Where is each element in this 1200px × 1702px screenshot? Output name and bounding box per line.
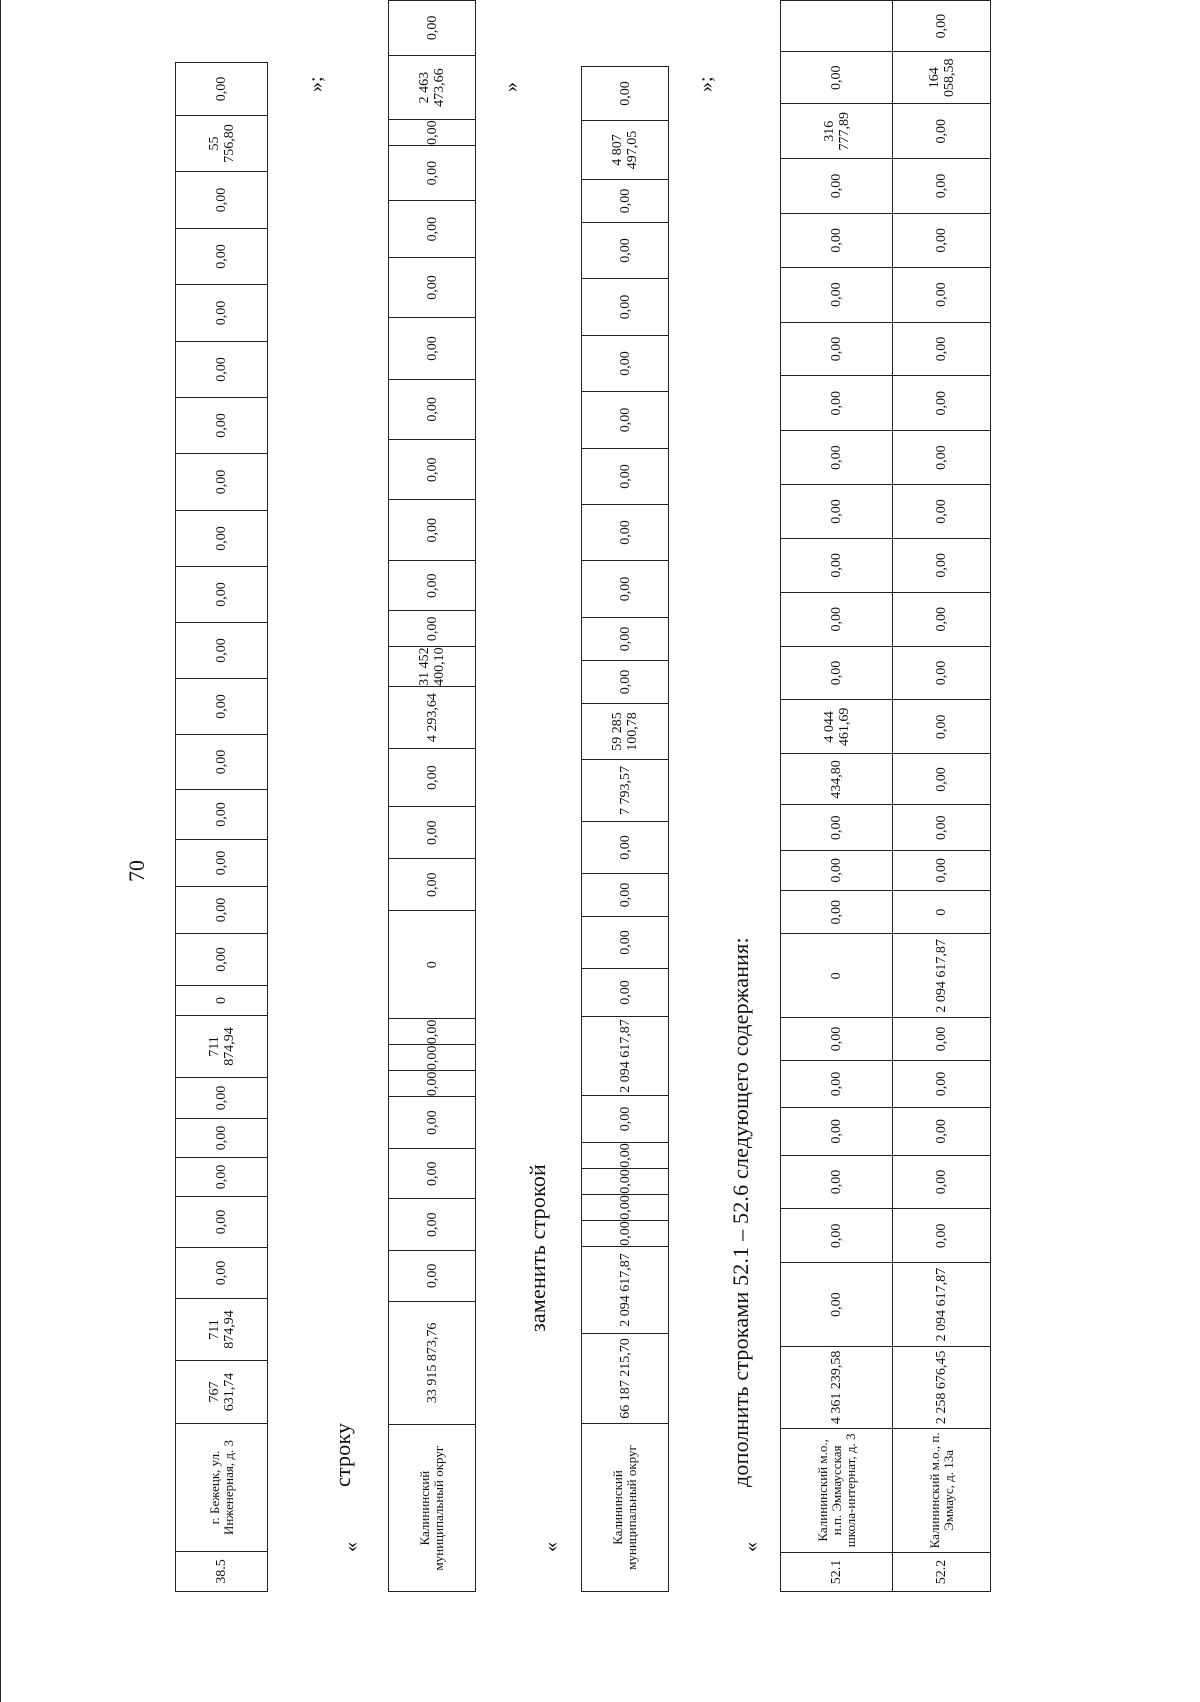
value-cell: 2 094 617,87 [893,1263,991,1347]
value-cell: 0,00 [893,805,991,850]
value-cell: 0,00 [582,336,669,392]
value-cell: 0,00 [893,1108,991,1155]
value-cell: 0,00 [781,1060,893,1107]
value-cell: 0,00 [781,850,893,890]
value-cell: 0,00 [893,1018,991,1061]
table-row [176,63,268,1592]
value-cell [781,1,893,52]
value-cell: 4 044 461,69 [781,700,893,754]
value-cell: 0,00 [781,431,893,485]
value-cell: 0,00 [176,1078,268,1119]
table-row [893,1,991,1592]
value-cell: 0,00 [582,661,669,704]
caption-dopolnit: дополнить строками 52.1 – 52.6 следующего содержания: [728,937,753,1487]
value-cell: 31 452 400,10 [389,647,476,687]
value-cell: 0,00 [389,560,476,611]
value-cell: 0,00 [582,1169,669,1195]
table-row-kalininsky-new [581,66,669,1592]
value-cell: 0,00 [893,850,991,890]
value-cell: 0,00 [893,322,991,376]
value-cell: 0,00 [176,454,268,511]
value-cell: 0,00 [389,500,476,560]
value-cell: 0,00 [176,398,268,454]
value-cell: 4 807 497,05 [582,121,669,180]
value-cell: 2 094 617,87 [582,1247,669,1334]
value-cell: 0,00 [389,318,476,379]
value-cell: 0,00 [582,67,669,121]
value-cell: 0,00 [582,1221,669,1247]
value-cell: 0,00 [389,1251,476,1302]
value-cell: 0,00 [176,511,268,567]
value-cell: 0 [893,890,991,934]
value-cell: 0,00 [893,159,991,214]
value-cell: 0,00 [582,392,669,449]
value-cell: 0,00 [176,63,268,116]
value-cell: 0,00 [781,52,893,104]
value-cell: 0,00 [176,735,268,790]
value-cell: 0,00 [781,1018,893,1061]
value-cell: 0,00 [893,538,991,592]
value-cell: 0,00 [389,1,476,56]
value-cell: 0,00 [389,749,476,806]
value-cell: 0,00 [582,618,669,661]
value-cell: 0,00 [893,376,991,431]
value-cell: 0,00 [582,822,669,874]
value-cell: 0,00 [582,917,669,969]
value-cell: 0,00 [389,440,476,500]
row-number-cell: 52.2 [893,1553,991,1592]
value-cell: 2 094 617,87 [893,934,991,1018]
value-cell: 0,00 [389,120,476,146]
value-cell: 0,00 [176,934,268,986]
table-row-38-5 [175,62,268,1592]
value-cell: 0,00 [582,505,669,561]
value-cell: 0,00 [893,1155,991,1209]
value-cell: 0,00 [582,180,669,223]
value-cell: 0,00 [893,431,991,485]
value-cell: 0,00 [389,1019,476,1045]
value-cell: 0,00 [389,1045,476,1071]
value-cell: 2 094 617,87 [582,1017,669,1096]
value-cell: 0,00 [582,969,669,1017]
value-cell: 0,00 [893,104,991,159]
value-cell: 0,00 [781,1108,893,1155]
value-cell: 0,00 [893,754,991,805]
value-cell: 0,00 [176,790,268,840]
value-cell: 2 258 676,45 [893,1346,991,1428]
opening-quote: « [740,1542,762,1552]
value-cell: 0,00 [176,623,268,679]
value-cell: 0,00 [893,700,991,754]
value-cell: 711 874,94 [176,1016,268,1078]
value-cell: 0,00 [389,1071,476,1097]
address-cell: Калининский м.о., н.п. Эммаусская школа-интернат, д. 3 [781,1428,893,1552]
value-cell: 0,00 [582,279,669,336]
value-cell: 0,00 [389,611,476,647]
value-cell: 0,00 [582,1096,669,1143]
district-cell: Калининский муниципальный округ [582,1424,669,1592]
value-cell: 0,00 [176,229,268,285]
value-cell: 0,00 [582,561,669,618]
value-cell: 0,00 [176,567,268,623]
value-cell: 0,00 [389,1199,476,1251]
value-cell: 0,00 [781,159,893,214]
value-cell: 0,00 [176,887,268,934]
table-row [582,67,669,1592]
value-cell: 0,00 [781,213,893,267]
value-cell: 2 463 473,66 [389,55,476,120]
value-cell: 59 285 100,78 [582,704,669,760]
value-cell: 0,00 [781,538,893,592]
value-cell: 0,00 [389,806,476,859]
value-cell: 0,00 [582,874,669,917]
value-cell: 316 777,89 [781,104,893,159]
table-rows-52 [780,0,991,1592]
value-cell: 434,80 [781,754,893,805]
table-row [781,1,893,1592]
value-cell: 0,00 [781,267,893,322]
value-cell: 0,00 [893,1209,991,1263]
value-cell: 0,00 [893,1,991,52]
value-cell: 0,00 [176,1158,268,1197]
value-cell: 0 [389,911,476,1019]
table-row [389,1,476,1592]
address-cell: Калининский м.о., п. Эммаус, д. 13а [893,1428,991,1552]
value-cell: 0,00 [781,376,893,431]
row-number-cell: 38.5 [176,1552,268,1592]
address-cell: г. Бежецк, ул. Инженерная, д. 3 [176,1424,268,1552]
closing-quote: » [500,82,522,92]
closing-quote: »; [305,76,327,92]
caption-stroku: строку [330,1422,355,1487]
value-cell: 0,00 [781,1263,893,1347]
value-cell: 0,00 [893,267,991,322]
opening-quote: « [340,1542,362,1552]
value-cell: 0,00 [389,201,476,257]
value-cell: 0,00 [582,1143,669,1169]
value-cell: 0,00 [389,145,476,201]
value-cell: 4 361 239,58 [781,1346,893,1428]
value-cell: 0,00 [781,485,893,539]
value-cell: 4 293,64 [389,686,476,749]
value-cell: 0,00 [781,646,893,700]
value-cell: 0,00 [781,592,893,646]
value-cell: 0,00 [781,1155,893,1209]
value-cell: 0,00 [176,1119,268,1158]
value-cell: 0,00 [582,449,669,505]
opening-quote: « [540,1542,562,1552]
value-cell: 66 187 215,70 [582,1334,669,1424]
value-cell: 0,00 [176,1248,268,1299]
value-cell: 0,00 [893,592,991,646]
value-cell: 0,00 [389,1148,476,1199]
value-cell: 0,00 [389,1097,476,1149]
value-cell: 0,00 [176,285,268,342]
table-row-kalininsky-old [388,0,476,1592]
value-cell: 0,00 [176,679,268,735]
value-cell: 711 874,94 [176,1299,268,1361]
value-cell: 33 915 873,76 [389,1301,476,1425]
value-cell: 0 [176,986,268,1016]
value-cell: 0,00 [176,172,268,229]
value-cell: 0,00 [582,223,669,279]
value-cell: 7 793,57 [582,760,669,822]
value-cell: 0,00 [781,1209,893,1263]
value-cell: 0 [781,934,893,1018]
value-cell: 164 058,58 [893,52,991,104]
closing-quote: »; [695,76,717,92]
value-cell: 0,00 [176,1197,268,1248]
value-cell: 0,00 [781,805,893,850]
value-cell: 0,00 [893,213,991,267]
value-cell: 0,00 [893,1060,991,1107]
value-cell: 0,00 [893,646,991,700]
value-cell: 0,00 [893,485,991,539]
value-cell: 767 631,74 [176,1361,268,1424]
value-cell: 0,00 [389,257,476,317]
page-number: 70 [124,860,149,882]
value-cell: 0,00 [176,342,268,398]
value-cell: 0,00 [582,1195,669,1221]
value-cell: 0,00 [389,859,476,911]
caption-zamenit: заменить строкой [525,1163,550,1332]
row-number-cell: 52.1 [781,1553,893,1592]
value-cell: 55 756,80 [176,116,268,172]
value-cell: 0,00 [176,840,268,887]
value-cell: 0,00 [389,379,476,439]
value-cell: 0,00 [781,890,893,934]
value-cell: 0,00 [781,322,893,376]
district-cell: Калининский муниципальный округ [389,1425,476,1592]
